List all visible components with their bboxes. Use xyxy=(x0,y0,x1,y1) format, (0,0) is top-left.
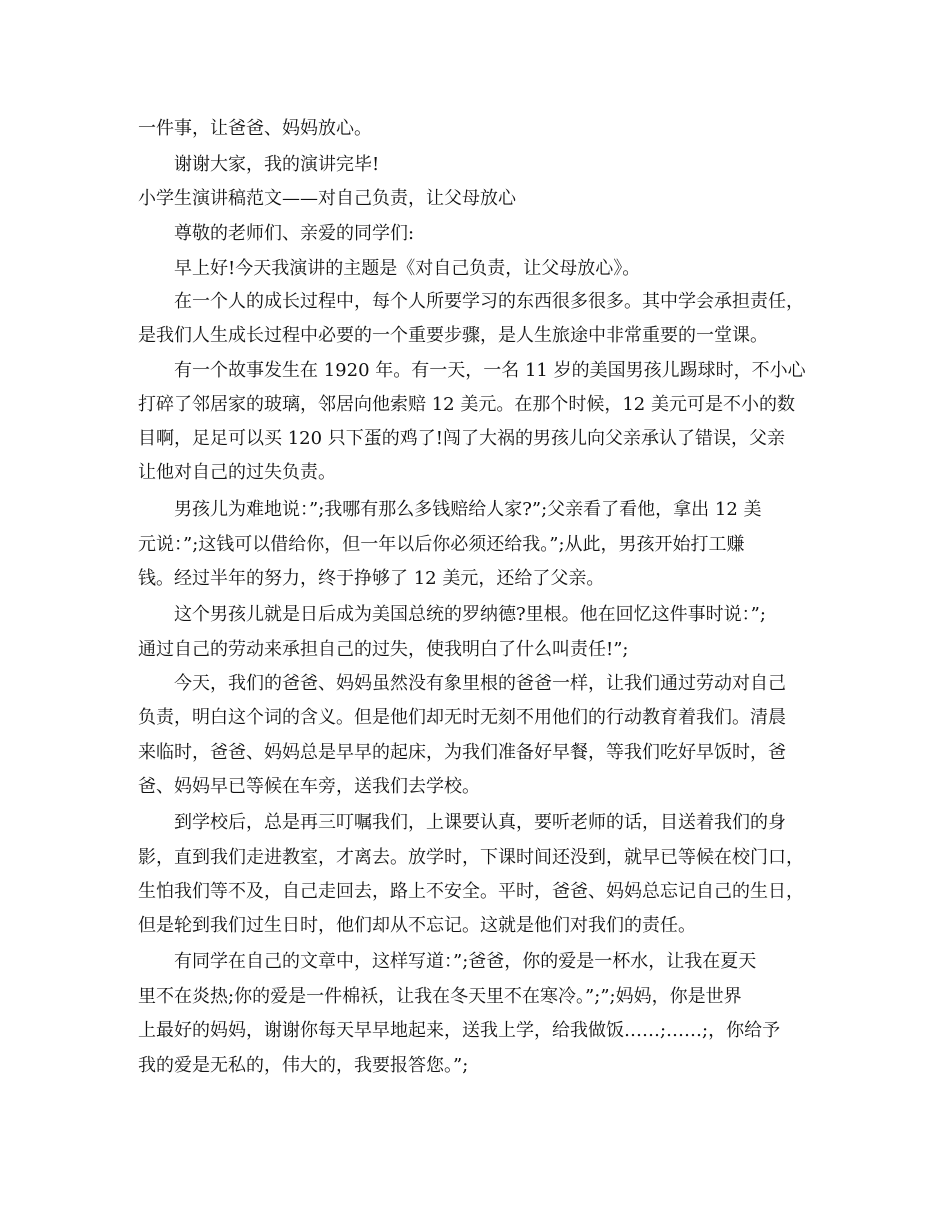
text-line: 里不在炎热;你的爱是一件棉袄，让我在冬天里不在寒冷。”;”;妈妈，你是世界 xyxy=(138,986,742,1007)
text-line: 爸、妈妈早已等候在车旁，送我们去学校。 xyxy=(138,776,480,797)
text-line: 目啊，足足可以买 120 只下蛋的鸡了!闯了大祸的男孩儿向父亲承认了错误，父亲 xyxy=(138,428,786,449)
text-line: 打碎了邻居家的玻璃，邻居向他索赔 12 美元。在那个时候，12 美元可是不小的数 xyxy=(138,394,795,415)
text-line: 有同学在自己的文章中，这样写道：”;爸爸，你的爱是一杯水，让我在夏天 xyxy=(174,951,757,972)
text-line: 一件事，让爸爸、妈妈放心。 xyxy=(138,118,372,139)
text-line: 上最好的妈妈，谢谢你每天早早地起来，送我上学，给我做饭……;……;，你给予 xyxy=(138,1020,781,1041)
text-line: 通过自己的劳动来承担自己的过失，使我明白了什么叫责任!”; xyxy=(138,639,629,660)
text-line: 谢谢大家，我的演讲完毕! xyxy=(174,154,380,175)
text-line: 早上好!今天我演讲的主题是《对自己负责，让父母放心》。 xyxy=(174,258,641,279)
text-line: 生怕我们等不及，自己走回去，路上不安全。平时，爸爸、妈妈总忘记自己的生日， xyxy=(138,881,804,902)
text-line: 来临时，爸爸、妈妈总是早早的起床，为我们准备好早餐，等我们吃好早饭时，爸 xyxy=(138,742,786,763)
text-line: 让他对自己的过失负责。 xyxy=(138,462,336,483)
text-line: 我的爱是无私的，伟大的，我要报答您。”; xyxy=(138,1055,469,1076)
text-line: 但是轮到我们过生日时，他们却从不忘记。这就是他们对我们的责任。 xyxy=(138,915,696,936)
text-line: 有一个故事发生在 1920 年。有一天，一名 11 岁的美国男孩儿踢球时，不小心 xyxy=(174,360,806,381)
text-line: 尊敬的老师们、亲爱的同学们: xyxy=(174,223,415,244)
text-line: 男孩儿为难地说：”;我哪有那么多钱赔给人家?”;父亲看了看他，拿出 12 美 xyxy=(174,499,762,520)
text-line: 到学校后，总是再三叮嘱我们，上课要认真，要听老师的话，目送着我们的身 xyxy=(174,812,786,833)
text-line: 元说：”;这钱可以借给你，但一年以后你必须还给我。”;从此，男孩开始打工赚 xyxy=(138,534,745,555)
text-line: 钱。经过半年的努力，终于挣够了 12 美元，还给了父亲。 xyxy=(138,568,605,589)
text-line: 负责，明白这个词的含义。但是他们却无时无刻不用他们的行动教育着我们。清晨 xyxy=(138,707,786,728)
text-line: 今天，我们的爸爸、妈妈虽然没有象里根的爸爸一样，让我们通过劳动对自己 xyxy=(174,673,786,694)
text-line: 在一个人的成长过程中，每个人所要学习的东西很多很多。其中学会承担责任， xyxy=(174,291,804,312)
text-line: 这个男孩儿就是日后成为美国总统的罗纳德?里根。他在回忆这件事时说：”; xyxy=(174,604,766,625)
text-line: 是我们人生成长过程中必要的一个重要步骤，是人生旅途中非常重要的一堂课。 xyxy=(138,325,768,346)
text-line: 影，直到我们走进教室，才离去。放学时，下课时间还没到，就早已等候在校门口， xyxy=(138,847,804,868)
section-title: 小学生演讲稿范文——对自己负责，让父母放心 xyxy=(138,188,516,209)
